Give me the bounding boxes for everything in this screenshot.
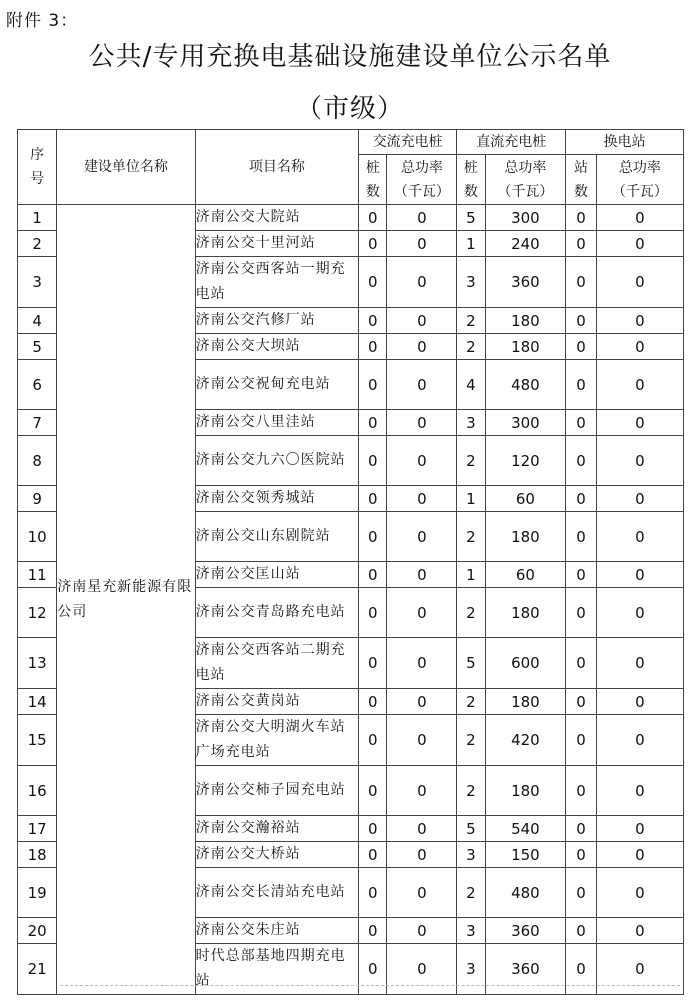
ac-pile-count: 0 bbox=[359, 436, 387, 486]
swap-station-count: 0 bbox=[566, 562, 597, 588]
dc-total-power: 180 bbox=[485, 689, 566, 715]
row-number: 3 bbox=[18, 257, 57, 308]
project-name: 济南公交领秀城站 bbox=[195, 486, 359, 512]
row-number: 6 bbox=[18, 360, 57, 410]
project-name: 济南公交汽修厂站 bbox=[195, 308, 359, 334]
dc-pile-count: 2 bbox=[457, 766, 485, 816]
ac-pile-count: 0 bbox=[359, 868, 387, 918]
row-number: 14 bbox=[18, 689, 57, 715]
dc-total-power: 480 bbox=[485, 360, 566, 410]
swap-total-power: 0 bbox=[596, 410, 683, 436]
dc-total-power: 120 bbox=[485, 436, 566, 486]
ac-total-power: 0 bbox=[387, 715, 457, 766]
row-number: 8 bbox=[18, 436, 57, 486]
ac-total-power: 0 bbox=[387, 766, 457, 816]
publicity-table bbox=[17, 129, 684, 995]
unit-name-cell: 济南星充新能源有限公司 bbox=[57, 205, 195, 995]
row-number: 15 bbox=[18, 715, 57, 766]
dc-total-power: 600 bbox=[485, 638, 566, 689]
dc-total-power: 420 bbox=[485, 715, 566, 766]
swap-total-power: 0 bbox=[596, 689, 683, 715]
ac-total-power: 0 bbox=[387, 334, 457, 360]
ac-total-power: 0 bbox=[387, 588, 457, 638]
swap-station-count: 0 bbox=[566, 308, 597, 334]
project-name: 济南公交八里洼站 bbox=[195, 410, 359, 436]
swap-station-count: 0 bbox=[566, 638, 597, 689]
dc-pile-count: 2 bbox=[457, 588, 485, 638]
project-name: 济南公交瀚裕站 bbox=[195, 816, 359, 842]
ac-pile-count: 0 bbox=[359, 512, 387, 562]
swap-station-count: 0 bbox=[566, 486, 597, 512]
swap-total-power: 0 bbox=[596, 766, 683, 816]
swap-total-power: 0 bbox=[596, 360, 683, 410]
header-swap-count: 站数 bbox=[566, 155, 597, 205]
dc-pile-count: 3 bbox=[457, 257, 485, 308]
dc-pile-count: 3 bbox=[457, 842, 485, 868]
swap-total-power: 0 bbox=[596, 308, 683, 334]
dc-total-power: 180 bbox=[485, 766, 566, 816]
swap-station-count: 0 bbox=[566, 257, 597, 308]
swap-station-count: 0 bbox=[566, 360, 597, 410]
swap-total-power: 0 bbox=[596, 231, 683, 257]
dc-pile-count: 3 bbox=[457, 944, 485, 995]
header-dc-piles: 直流充电桩 bbox=[457, 130, 566, 155]
row-number: 4 bbox=[18, 308, 57, 334]
project-name: 济南公交西客站一期充电站 bbox=[195, 257, 359, 308]
ac-total-power: 0 bbox=[387, 944, 457, 995]
ac-pile-count: 0 bbox=[359, 944, 387, 995]
table-row bbox=[18, 205, 684, 231]
ac-pile-count: 0 bbox=[359, 588, 387, 638]
dc-total-power: 240 bbox=[485, 231, 566, 257]
project-name: 济南公交祝甸充电站 bbox=[195, 360, 359, 410]
dc-pile-count: 1 bbox=[457, 231, 485, 257]
swap-station-count: 0 bbox=[566, 334, 597, 360]
ac-total-power: 0 bbox=[387, 816, 457, 842]
swap-total-power: 0 bbox=[596, 486, 683, 512]
ac-total-power: 0 bbox=[387, 868, 457, 918]
swap-total-power: 0 bbox=[596, 868, 683, 918]
ac-pile-count: 0 bbox=[359, 410, 387, 436]
attachment-label: 附件 3： bbox=[6, 11, 79, 31]
swap-station-count: 0 bbox=[566, 689, 597, 715]
dc-pile-count: 2 bbox=[457, 308, 485, 334]
dc-pile-count: 2 bbox=[457, 715, 485, 766]
row-number: 20 bbox=[18, 918, 57, 944]
swap-total-power: 0 bbox=[596, 257, 683, 308]
swap-station-count: 0 bbox=[566, 231, 597, 257]
swap-station-count: 0 bbox=[566, 816, 597, 842]
swap-station-count: 0 bbox=[566, 588, 597, 638]
ac-pile-count: 0 bbox=[359, 308, 387, 334]
page-footer-dashes bbox=[60, 985, 680, 986]
document-subtitle: （市级） bbox=[295, 94, 404, 124]
ac-pile-count: 0 bbox=[359, 334, 387, 360]
row-number: 21 bbox=[18, 944, 57, 995]
row-number: 5 bbox=[18, 334, 57, 360]
row-number: 12 bbox=[18, 588, 57, 638]
ac-pile-count: 0 bbox=[359, 842, 387, 868]
swap-total-power: 0 bbox=[596, 918, 683, 944]
swap-total-power: 0 bbox=[596, 512, 683, 562]
project-name: 济南公交西客站二期充电站 bbox=[195, 638, 359, 689]
dc-pile-count: 2 bbox=[457, 512, 485, 562]
header-ac-piles: 交流充电桩 bbox=[359, 130, 457, 155]
row-number: 1 bbox=[18, 205, 57, 231]
header-seq: 序号 bbox=[18, 130, 57, 205]
dc-pile-count: 4 bbox=[457, 360, 485, 410]
swap-station-count: 0 bbox=[566, 842, 597, 868]
dc-pile-count: 1 bbox=[457, 486, 485, 512]
project-name: 时代总部基地四期充电站 bbox=[195, 944, 359, 995]
dc-pile-count: 3 bbox=[457, 410, 485, 436]
ac-total-power: 0 bbox=[387, 638, 457, 689]
ac-total-power: 0 bbox=[387, 308, 457, 334]
swap-station-count: 0 bbox=[566, 944, 597, 995]
project-name: 济南公交长清站充电站 bbox=[195, 868, 359, 918]
project-name: 济南公交青岛路充电站 bbox=[195, 588, 359, 638]
row-number: 9 bbox=[18, 486, 57, 512]
ac-total-power: 0 bbox=[387, 360, 457, 410]
swap-total-power: 0 bbox=[596, 562, 683, 588]
row-number: 7 bbox=[18, 410, 57, 436]
swap-total-power: 0 bbox=[596, 842, 683, 868]
dc-total-power: 60 bbox=[485, 562, 566, 588]
dc-pile-count: 5 bbox=[457, 816, 485, 842]
ac-pile-count: 0 bbox=[359, 231, 387, 257]
ac-pile-count: 0 bbox=[359, 918, 387, 944]
header-unit-name: 建设单位名称 bbox=[57, 130, 195, 205]
dc-pile-count: 2 bbox=[457, 334, 485, 360]
project-name: 济南公交大桥站 bbox=[195, 842, 359, 868]
ac-total-power: 0 bbox=[387, 486, 457, 512]
dc-pile-count: 2 bbox=[457, 868, 485, 918]
swap-station-count: 0 bbox=[566, 436, 597, 486]
ac-pile-count: 0 bbox=[359, 689, 387, 715]
swap-station-count: 0 bbox=[566, 918, 597, 944]
header-project-name: 项目名称 bbox=[195, 130, 359, 205]
dc-total-power: 180 bbox=[485, 588, 566, 638]
ac-total-power: 0 bbox=[387, 512, 457, 562]
ac-total-power: 0 bbox=[387, 436, 457, 486]
ac-total-power: 0 bbox=[387, 842, 457, 868]
dc-pile-count: 5 bbox=[457, 638, 485, 689]
dc-total-power: 60 bbox=[485, 486, 566, 512]
swap-station-count: 0 bbox=[566, 715, 597, 766]
project-name: 济南公交九六〇医院站 bbox=[195, 436, 359, 486]
ac-total-power: 0 bbox=[387, 205, 457, 231]
dc-total-power: 480 bbox=[485, 868, 566, 918]
ac-total-power: 0 bbox=[387, 918, 457, 944]
dc-total-power: 540 bbox=[485, 816, 566, 842]
project-name: 济南公交匡山站 bbox=[195, 562, 359, 588]
swap-station-count: 0 bbox=[566, 766, 597, 816]
row-number: 2 bbox=[18, 231, 57, 257]
project-name: 济南公交山东剧院站 bbox=[195, 512, 359, 562]
swap-total-power: 0 bbox=[596, 436, 683, 486]
header-ac-count: 桩数 bbox=[359, 155, 387, 205]
swap-total-power: 0 bbox=[596, 205, 683, 231]
ac-pile-count: 0 bbox=[359, 766, 387, 816]
row-number: 13 bbox=[18, 638, 57, 689]
dc-pile-count: 2 bbox=[457, 689, 485, 715]
ac-total-power: 0 bbox=[387, 231, 457, 257]
dc-total-power: 150 bbox=[485, 842, 566, 868]
project-name: 济南公交大坝站 bbox=[195, 334, 359, 360]
swap-total-power: 0 bbox=[596, 638, 683, 689]
project-name: 济南公交柿子园充电站 bbox=[195, 766, 359, 816]
project-name: 济南公交大明湖火车站广场充电站 bbox=[195, 715, 359, 766]
ac-pile-count: 0 bbox=[359, 257, 387, 308]
header-dc-power: 总功率（千瓦） bbox=[485, 155, 566, 205]
swap-station-count: 0 bbox=[566, 410, 597, 436]
dc-pile-count: 3 bbox=[457, 918, 485, 944]
dc-pile-count: 1 bbox=[457, 562, 485, 588]
row-number: 11 bbox=[18, 562, 57, 588]
ac-total-power: 0 bbox=[387, 257, 457, 308]
swap-total-power: 0 bbox=[596, 816, 683, 842]
dc-total-power: 360 bbox=[485, 944, 566, 995]
ac-pile-count: 0 bbox=[359, 638, 387, 689]
dc-total-power: 360 bbox=[485, 918, 566, 944]
swap-total-power: 0 bbox=[596, 715, 683, 766]
dc-total-power: 300 bbox=[485, 205, 566, 231]
row-number: 19 bbox=[18, 868, 57, 918]
ac-pile-count: 0 bbox=[359, 360, 387, 410]
header-ac-power: 总功率（千瓦） bbox=[387, 155, 457, 205]
swap-total-power: 0 bbox=[596, 588, 683, 638]
dc-total-power: 180 bbox=[485, 334, 566, 360]
row-number: 10 bbox=[18, 512, 57, 562]
dc-pile-count: 2 bbox=[457, 436, 485, 486]
header-swap-stations: 换电站 bbox=[566, 130, 684, 155]
dc-total-power: 300 bbox=[485, 410, 566, 436]
dc-total-power: 360 bbox=[485, 257, 566, 308]
project-name: 济南公交朱庄站 bbox=[195, 918, 359, 944]
swap-total-power: 0 bbox=[596, 334, 683, 360]
header-swap-power: 总功率（千瓦） bbox=[596, 155, 683, 205]
row-number: 18 bbox=[18, 842, 57, 868]
ac-pile-count: 0 bbox=[359, 205, 387, 231]
dc-total-power: 180 bbox=[485, 512, 566, 562]
header-dc-count: 桩数 bbox=[457, 155, 485, 205]
ac-total-power: 0 bbox=[387, 562, 457, 588]
ac-pile-count: 0 bbox=[359, 486, 387, 512]
swap-station-count: 0 bbox=[566, 868, 597, 918]
project-name: 济南公交十里河站 bbox=[195, 231, 359, 257]
document-title: 公共/专用充换电基础设施建设单位公示名单 bbox=[88, 42, 612, 72]
dc-total-power: 180 bbox=[485, 308, 566, 334]
ac-total-power: 0 bbox=[387, 689, 457, 715]
ac-pile-count: 0 bbox=[359, 816, 387, 842]
dc-pile-count: 5 bbox=[457, 205, 485, 231]
ac-pile-count: 0 bbox=[359, 562, 387, 588]
ac-pile-count: 0 bbox=[359, 715, 387, 766]
row-number: 17 bbox=[18, 816, 57, 842]
row-number: 16 bbox=[18, 766, 57, 816]
project-name: 济南公交大院站 bbox=[195, 205, 359, 231]
swap-station-count: 0 bbox=[566, 512, 597, 562]
swap-total-power: 0 bbox=[596, 944, 683, 995]
swap-station-count: 0 bbox=[566, 205, 597, 231]
project-name: 济南公交黄岗站 bbox=[195, 689, 359, 715]
ac-total-power: 0 bbox=[387, 410, 457, 436]
